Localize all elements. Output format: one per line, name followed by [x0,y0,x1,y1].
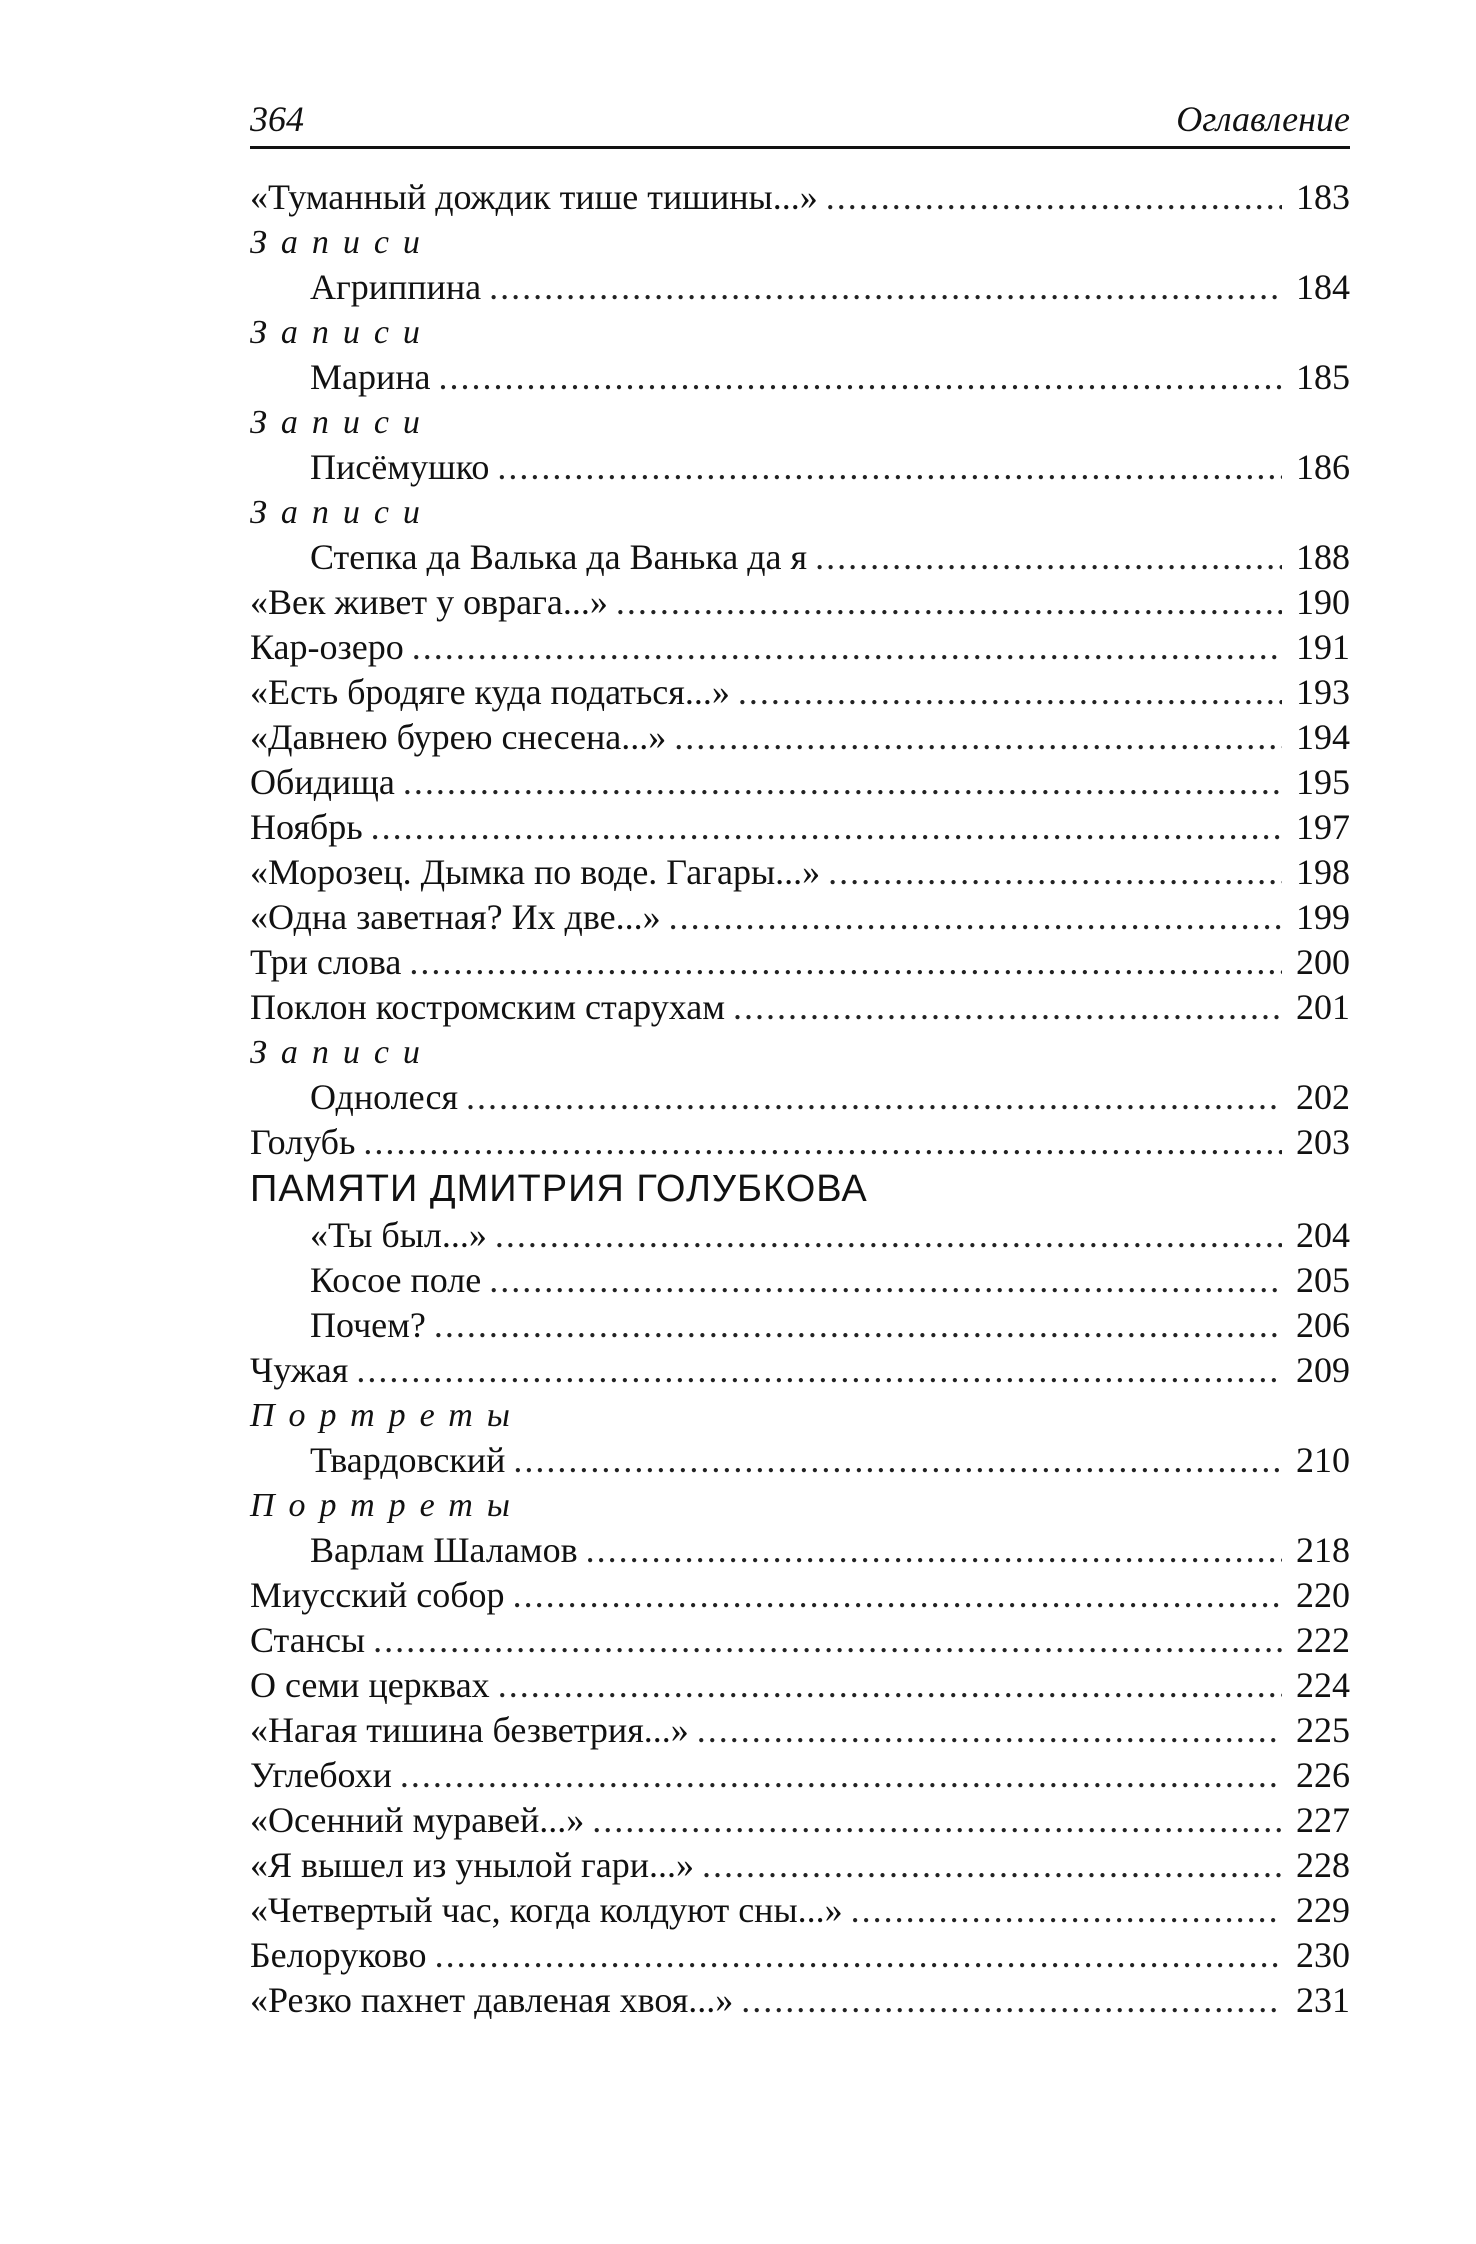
toc-entry-page: 204 [1296,1215,1350,1255]
toc-entry [250,895,1350,940]
toc-entry-page: 228 [1296,1845,1350,1885]
dot-leader [489,1258,1282,1303]
toc-entry-page: 198 [1296,852,1350,892]
toc-entry-page: 227 [1296,1800,1350,1840]
toc-entry-page: 201 [1296,987,1350,1027]
toc-entry-title: «Осенний муравей...» [250,1800,585,1840]
dot-leader [403,760,1282,805]
toc-entry-page: 203 [1296,1122,1350,1162]
toc-entry [250,1528,1350,1573]
toc-entry [250,1303,1350,1348]
toc-entry-title: Углебохи [250,1755,392,1795]
toc-entry-page: 193 [1296,672,1350,712]
dot-leader [697,1708,1282,1753]
toc-section-label: Записи [250,404,434,441]
dot-leader [826,175,1282,220]
toc-entry-title: Кар-озеро [250,627,404,667]
toc-entry-title: Обидища [250,762,395,802]
toc-entry-title: Твардовский [310,1440,506,1480]
dot-leader [497,445,1282,490]
toc-section-label: Портреты [250,1397,524,1434]
toc-entry-title: Три слова [250,942,402,982]
toc-entry [250,760,1350,805]
toc-entry-title: Косое поле [310,1260,482,1300]
toc-entry-page: 184 [1296,267,1350,307]
toc-entry-page: 202 [1296,1077,1350,1117]
toc-entry-title: Варлам Шаламов [310,1530,578,1570]
toc-entry-page: 222 [1296,1620,1350,1660]
toc-entry-title: «Ты был...» [310,1215,487,1255]
toc-entry [250,580,1350,625]
toc-entry-page: 195 [1296,762,1350,802]
dot-leader [616,580,1282,625]
dot-leader [674,715,1282,760]
toc-entry [250,1708,1350,1753]
toc-section-label: Записи [250,224,434,261]
toc-entry-title: Ноябрь [250,807,363,847]
toc-section-heading: ПАМЯТИ ДМИТРИЯ ГОЛУБКОВА [250,1168,868,1210]
toc-entry [250,1438,1350,1483]
toc-entry [250,1798,1350,1843]
dot-leader [400,1753,1282,1798]
toc-entry-page: 226 [1296,1755,1350,1795]
toc-entry [250,1213,1350,1258]
dot-leader [828,850,1282,895]
toc-entry-page: 231 [1296,1980,1350,2020]
dot-leader [513,1438,1282,1483]
dot-leader [356,1348,1282,1393]
toc-entry-page: 197 [1296,807,1350,847]
toc-entry-page: 209 [1296,1350,1350,1390]
running-header [250,92,1350,149]
toc-entry-title: Почем? [310,1305,426,1345]
dot-leader [669,895,1282,940]
dot-leader [513,1573,1282,1618]
toc-entry [250,445,1350,490]
toc-entry [250,1120,1350,1165]
toc-entry-title: Однолеся [310,1077,459,1117]
toc-entry [250,1618,1350,1663]
toc-entry-page: 185 [1296,357,1350,397]
toc-entry-title: Степка да Валька да Ванька да я [310,537,808,577]
toc-entry [250,1573,1350,1618]
dot-leader [586,1528,1282,1573]
toc-entry-page: 224 [1296,1665,1350,1705]
dot-leader [435,1933,1282,1978]
toc-entry [250,1348,1350,1393]
toc-entry-page: 199 [1296,897,1350,937]
dot-leader [495,1213,1282,1258]
toc-entry-page: 200 [1296,942,1350,982]
dot-leader [489,265,1282,310]
toc-entry-title: «Резко пахнет давленая хвоя...» [250,1980,734,2020]
dot-leader [498,1663,1282,1708]
toc-entry-page: 230 [1296,1935,1350,1975]
dot-leader [409,940,1282,985]
toc-section-label: Записи [250,1034,434,1071]
running-title: Оглавление [1176,99,1350,139]
toc-entry [250,805,1350,850]
toc-entry [250,625,1350,670]
toc-entry-page: 191 [1296,627,1350,667]
toc-entry-page: 183 [1296,177,1350,217]
dot-leader [815,535,1282,580]
toc-entry-page: 188 [1296,537,1350,577]
toc-entry-page: 220 [1296,1575,1350,1615]
toc-entry-page: 205 [1296,1260,1350,1300]
toc-entry-title: Стансы [250,1620,366,1660]
dot-leader [851,1888,1282,1933]
toc-entry-title: Чужая [250,1350,349,1390]
toc-entry-page: 229 [1296,1890,1350,1930]
dot-leader [741,1978,1282,2023]
dot-leader [371,805,1282,850]
dot-leader [434,1303,1282,1348]
toc-entry-title: Агриппина [310,267,482,307]
toc-entry-title: Марина [310,357,431,397]
toc-entry [250,175,1350,220]
dot-leader [592,1798,1282,1843]
toc-entry-title: «Одна заветная? Их две...» [250,897,661,937]
toc-section-label: Записи [250,314,434,351]
book-page [250,92,1350,2023]
toc-entry [250,850,1350,895]
dot-leader [412,625,1282,670]
toc-entry-title: Голубь [250,1122,356,1162]
toc-entry [250,1978,1350,2023]
toc-entry [250,1258,1350,1303]
toc-entry-page: 218 [1296,1530,1350,1570]
toc-entry-title: О семи церквах [250,1665,490,1705]
dot-leader [439,355,1283,400]
toc-entry-title: «Век живет у оврага...» [250,582,608,622]
toc-entry [250,985,1350,1030]
toc-entry [250,1663,1350,1708]
toc-entry-page: 190 [1296,582,1350,622]
dot-leader [738,670,1282,715]
toc-entry [250,1888,1350,1933]
toc-entry-title: «Морозец. Дымка по воде. Гагары...» [250,852,821,892]
toc-entry-title: Писёмушко [310,447,490,487]
dot-leader [733,985,1282,1030]
dot-leader [363,1120,1282,1165]
toc-section-label: Портреты [250,1487,524,1524]
toc-entry-page: 186 [1296,447,1350,487]
toc-entry [250,265,1350,310]
toc-entry [250,670,1350,715]
toc-entry [250,1075,1350,1120]
toc-entry [250,1753,1350,1798]
table-of-contents [250,175,1350,2023]
dot-leader [702,1843,1282,1888]
toc-entry-title: «Четвертый час, когда колдуют сны...» [250,1890,843,1930]
toc-entry-title: «Туманный дождик тише тишины...» [250,177,818,217]
toc-entry-page: 206 [1296,1305,1350,1345]
toc-entry-title: «Давнею бурею снесена...» [250,717,667,757]
toc-entry [250,355,1350,400]
toc-entry-title: Поклон костромским старухам [250,987,725,1027]
dot-leader [466,1075,1282,1120]
toc-entry-title: «Я вышел из унылой гари...» [250,1845,695,1885]
page-number: 364 [250,99,304,139]
toc-entry-page: 225 [1296,1710,1350,1750]
toc-entry [250,1843,1350,1888]
toc-entry-title: «Есть бродяге куда податься...» [250,672,730,712]
toc-entry-title: «Нагая тишина безветрия...» [250,1710,689,1750]
toc-entry [250,715,1350,760]
toc-entry-page: 194 [1296,717,1350,757]
toc-section-label: Записи [250,494,434,531]
dot-leader [373,1618,1282,1663]
toc-entry [250,535,1350,580]
toc-entry-page: 210 [1296,1440,1350,1480]
toc-entry-title: Миусский собор [250,1575,505,1615]
toc-entry-title: Белоруково [250,1935,427,1975]
toc-entry [250,940,1350,985]
toc-entry [250,1933,1350,1978]
